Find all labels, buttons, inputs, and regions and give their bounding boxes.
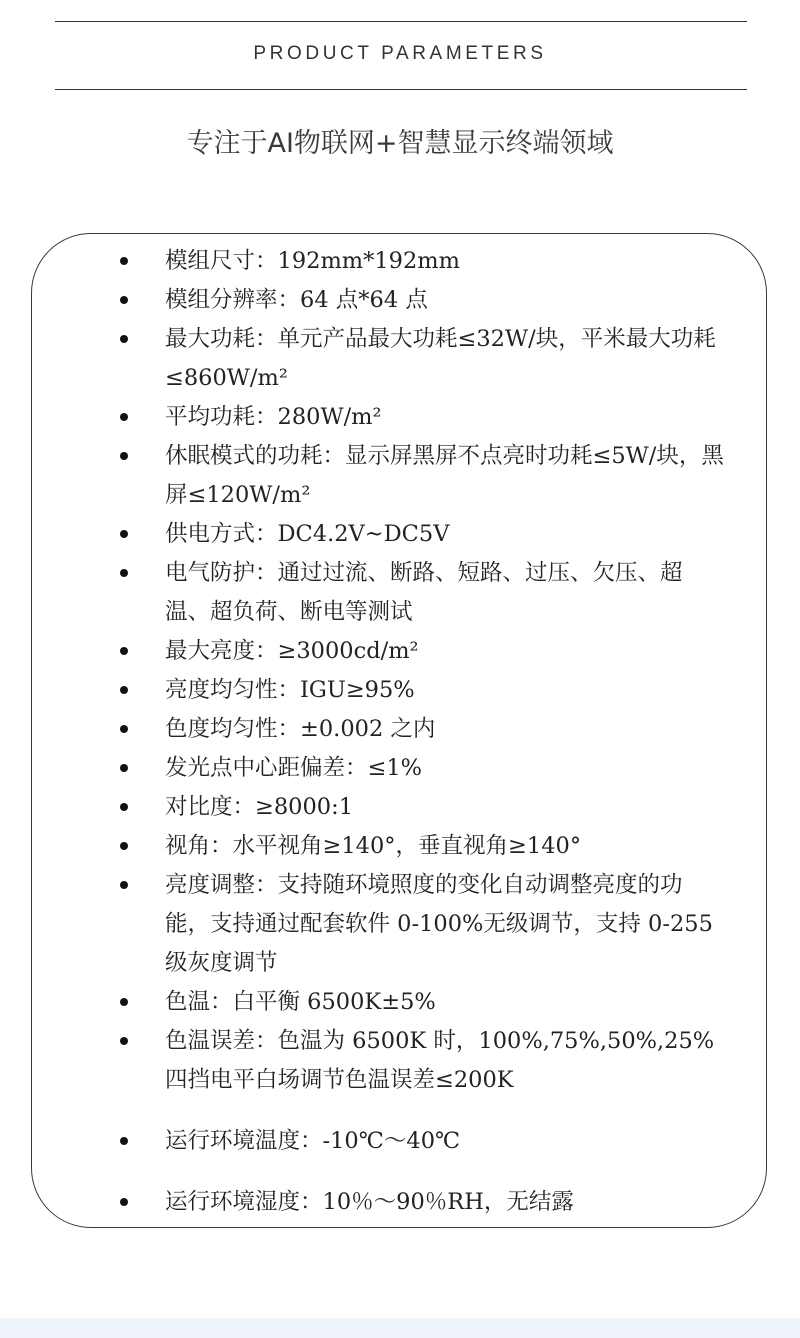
bullet-icon bbox=[120, 725, 128, 733]
bottom-divider bbox=[55, 89, 747, 90]
spec-text: 色温：白平衡 6500K±5% bbox=[165, 989, 436, 1015]
bullet-icon bbox=[120, 881, 128, 889]
tagline: 专注于AI物联网+智慧显示终端领域 bbox=[186, 128, 614, 159]
spec-text: 平均功耗：280W/m² bbox=[165, 404, 382, 430]
spec-item-chroma-uniformity bbox=[0, 710, 725, 749]
spec-text: 供电方式：DC4.2V~DC5V bbox=[165, 521, 450, 547]
spec-item-sleep-power bbox=[0, 437, 725, 515]
spec-text: 发光点中心距偏差：≤1% bbox=[165, 755, 423, 781]
bullet-icon bbox=[120, 296, 128, 304]
spec-text: 亮度均匀性：IGU≥95% bbox=[165, 677, 415, 703]
bullet-icon bbox=[120, 1037, 128, 1045]
bullet-icon bbox=[120, 998, 128, 1006]
spec-text: 亮度调整：支持随环境照度的变化自动调整亮度的功能，支持通过配套软件 0-100%无级调节，支持 0-255 级灰度调节 bbox=[165, 872, 713, 976]
spec-text: 视角：水平视角≥140°，垂直视角≥140° bbox=[165, 833, 582, 859]
bullet-icon bbox=[120, 764, 128, 772]
spec-item-max-brightness bbox=[0, 632, 725, 671]
bullet-icon bbox=[120, 647, 128, 655]
spec-item-viewing-angle bbox=[0, 827, 725, 866]
spec-item-power-supply bbox=[0, 515, 725, 554]
spec-item-electrical-protection bbox=[0, 554, 725, 632]
spec-item-pitch-deviation bbox=[0, 749, 725, 788]
bullet-icon bbox=[120, 569, 128, 577]
bullet-icon bbox=[120, 335, 128, 343]
spec-item-module-size bbox=[0, 242, 725, 281]
spec-text: 色温误差：色温为 6500K 时，100%,75%,50%,25%四挡电平白场调节色温误差≤200K bbox=[165, 1028, 715, 1093]
spec-item-resolution bbox=[0, 281, 725, 320]
spec-item-color-temp-error bbox=[0, 1022, 725, 1100]
bullet-icon bbox=[120, 530, 128, 538]
bullet-icon bbox=[120, 842, 128, 850]
spec-text: 模组分辨率：64 点*64 点 bbox=[165, 287, 428, 313]
bottom-band bbox=[0, 1318, 800, 1338]
spec-text: 最大功耗：单元产品最大功耗≤32W/块，平米最大功耗≤860W/m² bbox=[165, 326, 716, 391]
spec-item-avg-power bbox=[0, 398, 725, 437]
spec-text: 休眠模式的功耗：显示屏黑屏不点亮时功耗≤5W/块，黑屏≤120W/m² bbox=[165, 443, 724, 508]
top-divider bbox=[55, 21, 747, 22]
bullet-icon bbox=[120, 1137, 128, 1145]
spec-text: 运行环境温度：-10℃～40℃ bbox=[165, 1128, 461, 1154]
bullet-icon bbox=[120, 1198, 128, 1206]
spec-text: 运行环境湿度：10％～90％RH，无结露 bbox=[165, 1189, 574, 1215]
spec-item-brightness-adjustment bbox=[0, 866, 725, 983]
bullet-icon bbox=[120, 452, 128, 460]
bullet-icon bbox=[120, 803, 128, 811]
bullet-icon bbox=[120, 686, 128, 694]
spec-item-brightness-uniformity bbox=[0, 671, 725, 710]
bullet-icon bbox=[120, 413, 128, 421]
spec-list bbox=[0, 242, 800, 1222]
spec-text: 最大亮度：≥3000cd/m² bbox=[165, 638, 419, 664]
spec-item-color-temperature bbox=[0, 983, 725, 1022]
spec-item-max-power bbox=[0, 320, 725, 398]
spec-item-operating-humidity bbox=[0, 1183, 725, 1222]
bullet-icon bbox=[120, 257, 128, 265]
spec-item-contrast bbox=[0, 788, 725, 827]
spec-text: 色度均匀性：±0.002 之内 bbox=[165, 716, 436, 742]
spec-text: 模组尺寸：192mm*192mm bbox=[165, 248, 460, 274]
spec-item-operating-temperature bbox=[0, 1122, 725, 1161]
spec-text: 对比度：≥8000:1 bbox=[165, 794, 354, 820]
section-title: PRODUCT PARAMETERS bbox=[253, 43, 547, 64]
spec-text: 电气防护：通过过流、断路、短路、过压、欠压、超温、超负荷、断电等测试 bbox=[165, 560, 683, 625]
